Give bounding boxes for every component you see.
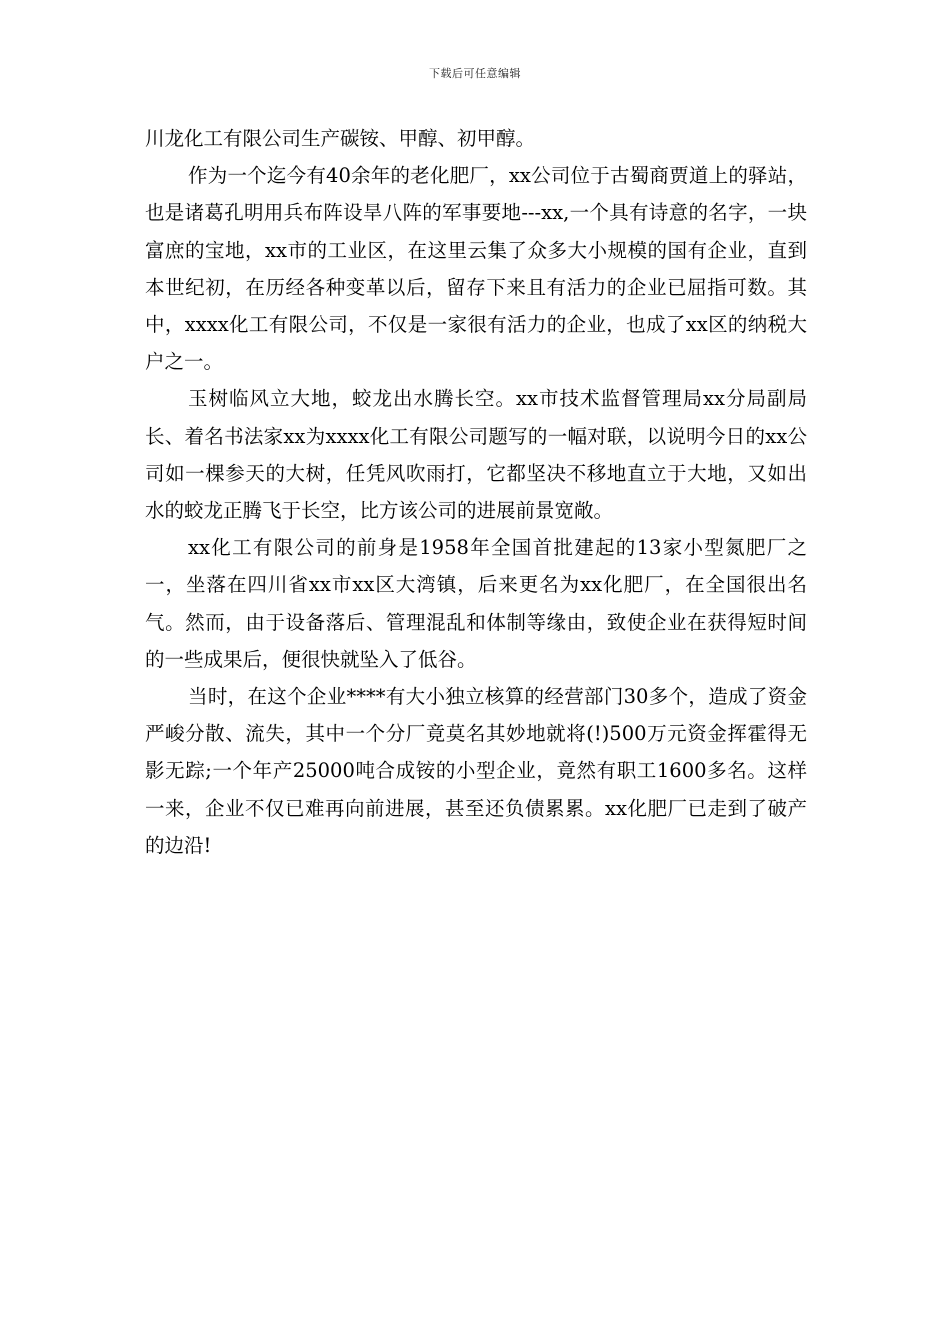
paragraph-crisis: 当时，在这个企业****有大小独立核算的经营部门30多个，造成了资金严峻分散、流失，其中一个分厂竟莫名其妙地就将(!)500万元资金挥霍得无影无踪;一个年产25000吨合成铵的小型企业，竟然有职工1600多名。这样一来，企业不仅已难再向前进展，甚至还负债累累。xx化肥厂已走到了破产的边沿! bbox=[145, 685, 807, 857]
paragraph-company-history: 作为一个迄今有40余年的老化肥厂，xx公司位于古蜀商贾道上的驿站，也是诸葛孔明用兵布阵设旱八阵的军事要地---xx,一个具有诗意的名字，一块富庶的宝地，xx市的工业区，在这里云集了众多大小规模的国有企业，直到本世纪初，在历经各种变革以后，留存下来且有活力的企业已屈指可数。其中，xxxx化工有限公司，不仅是一家很有活力的企业，也成了xx区的纳税大户之一。 bbox=[145, 164, 807, 374]
page-header: 下载后可任意编辑 bbox=[429, 67, 521, 80]
document-body bbox=[145, 120, 807, 864]
paragraph-continuation: 川龙化工有限公司生产碳铵、甲醇、初甲醇。 bbox=[145, 127, 536, 150]
paragraph-predecessor: xx化工有限公司的前身是1958年全国首批建起的13家小型氮肥厂之一，坐落在四川省xx市xx区大湾镇，后来更名为xx化肥厂，在全国很出名气。然而，由于设备落后、管理混乱和体制等缘由，致使企业在获得短时间的一些成果后，便很快就坠入了低谷。 bbox=[145, 536, 807, 671]
paragraph-couplet: 玉树临风立大地，蛟龙出水腾长空。xx市技术监督管理局xx分局副局长、着名书法家xx为xxxx化工有限公司题写的一幅对联，以说明今日的xx公司如一棵参天的大树，任凭风吹雨打，它都坚决不移地直立于大地，又如出水的蛟龙正腾飞于长空，比方该公司的进展前景宽敞。 bbox=[145, 387, 807, 523]
